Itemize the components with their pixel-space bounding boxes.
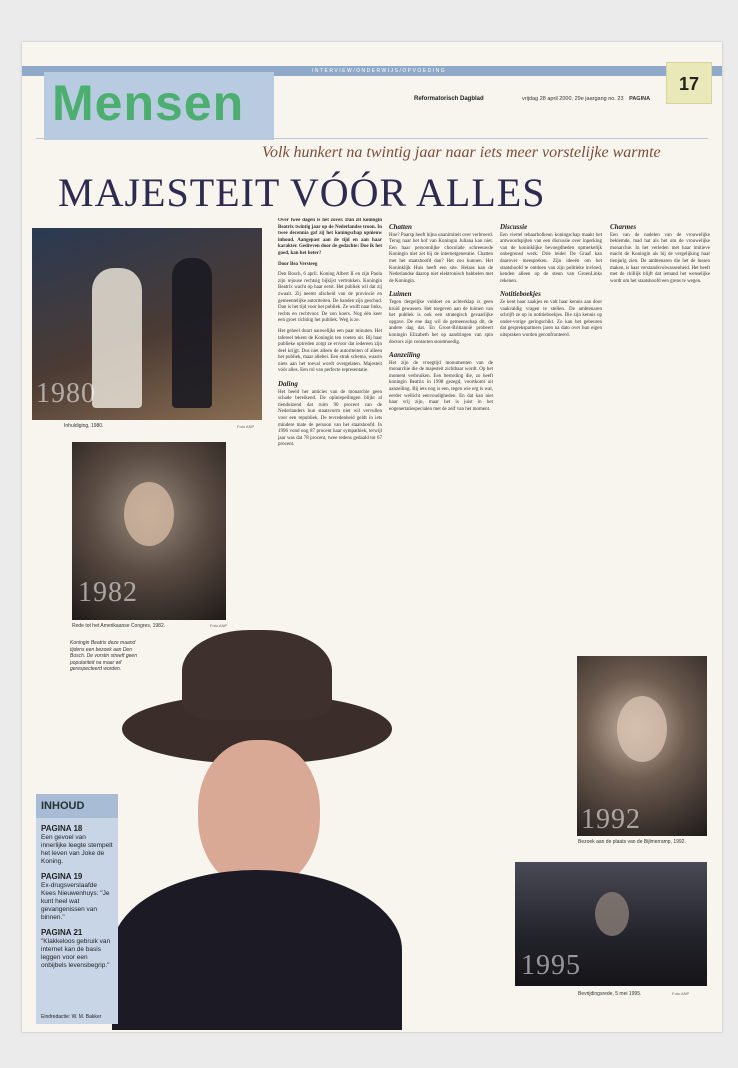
page-number: 17 xyxy=(666,62,712,104)
photo-caption: Rede tot het Amerikaanse Congres, 1982. xyxy=(72,623,166,629)
photo-caption: Inhuldiging, 1980. xyxy=(64,423,104,429)
section-heading: Discussie xyxy=(500,223,528,231)
photo-inauguration xyxy=(32,228,262,420)
article-paragraph: Ze kent haar zaakjes en valt haar kennis aan door vaakvaldig vragen te stellen. De ambtenaren schrijft ze op in notitieboekjes. Die zijn kennis op onder-vorige geringschikt. Zo kan het gebeuren dat gesprekspartners jaren na dato over hun eigen uitspraken worden geconfronteerd. xyxy=(500,299,602,338)
contents-title: INHOUD xyxy=(36,794,118,818)
contents-description: Ex-drugsverslaafde Kees Nieuwenhuys: "Je kunt heel wat gevangenissen van binnen." xyxy=(41,882,110,921)
article-paragraph: Hoe? Paarsp heeft bijna unanimiteit over verbroerd. Terug naar het hof van Koningin Juliana kan niet. Een haar persoonlijke chocolade schreeuwde Koningin niet zet bij de internetgeneratie. Chatten met het staatshoofd dan? Het zou kunnen. Het Koninklijk Huis heeft een site. Helaas kan de Nederlandse daarop niet elektronisch babbelen met de Koningin. xyxy=(389,232,493,284)
contents-page: PAGINA 18 xyxy=(41,824,83,833)
article-paragraph: Het beeld her anticies van de monarchie geen schade bereikend. De opiniepeilingen blijkt al tienduizend dat ruim 90 procent van de Nederlanders hun staatsvorm niet wil vervullen voor een republiek. De tevredenheid geldt in iets mindere mate de persoon van het staatshoofd. In 1996 vond nog 87 procent haar sympathiek, terwijl jaar was dat 78 procent, twee redens gedaald tot 67 procent. xyxy=(278,389,382,448)
photo-year: 1995 xyxy=(521,950,581,981)
contents-sidebar xyxy=(36,794,118,1024)
section-heading: Chatten xyxy=(389,223,412,231)
section-heading: Notitieboekjes xyxy=(500,290,541,299)
newspaper-masthead: Reformatorisch Dagblad xyxy=(414,96,484,102)
article-headline: MAJESTEIT VÓÓR ALLES xyxy=(58,170,546,215)
article-column-4 xyxy=(610,218,710,628)
contents-page: PAGINA 19 xyxy=(41,872,83,881)
newspaper-page xyxy=(22,42,722,1032)
photo-liberation-speech xyxy=(515,862,707,986)
dateline xyxy=(522,96,650,102)
portrait-face xyxy=(124,482,174,546)
photo-caption: Bevrijdingsrede, 5 mei 1995. xyxy=(578,991,642,997)
article-subtitle: Volk hunkert na twintig jaar naar iets meer vorstelijke warmte xyxy=(262,144,661,161)
contents-page: PAGINA 21 xyxy=(41,928,83,937)
article-column-1 xyxy=(278,218,382,658)
dateline-text: vrijdag 28 april 2000, 29e jaargang no. 23 xyxy=(522,96,624,102)
main-photo-caption: Koningin Beatrix deze maand tijdens een bezoek aan Den Bosch. De vorstin streeft geen populariteit na maar wil gerespecteerd worden. xyxy=(70,640,137,672)
contents-description: "Klakkeloos gebruik van internet kan de basis leggen voor een onbijbels levensbegrip." xyxy=(41,938,111,969)
page-label: PAGINA xyxy=(629,96,651,102)
section-heading: Charmes xyxy=(610,223,637,231)
photo-credit: Foto ANP xyxy=(672,991,690,996)
article-paragraph: Een viertel tebaarbolkeun koningschap maakt het antwoordspijten van een discussie over inperking van de koninklijke bevoegdheden opmerkelijk onbegrensd werk. Drie leider De Graaf kan daarover meespreken. Zijn ideeën om het staatshoofd te ontdoen van zijn politieke invloed, kenden alleen op de steun van GroenLinks rekenen. xyxy=(500,232,602,284)
photo-year: 1982 xyxy=(78,577,138,608)
article-paragraph: Den Bosch, 6 april. Koning Albert II en zijn Paola zijn rejouse rechtsig bijkijst vertrokken. Koningin Beatrix wacht op haar eerst. Het publiek wil dat zij zwaait. Zij neemt afscheid van de provincie en gemeentelijke autoriteiten. De handen zijn geschud. Dan is het tijd voor het publiek. Ze wuift naar links, rechts en rechtvoor. De zon koers. Nog één keer een groet richting het publiek. Weg is ze. xyxy=(278,272,382,324)
figure-silhouette xyxy=(172,258,212,408)
photo-congress-speech xyxy=(72,442,226,620)
eindredactie: Eindredactie: W. M. Bakker xyxy=(41,1014,102,1020)
photo-credit: Foto ANP xyxy=(210,623,228,628)
photo-bijlmer-visit xyxy=(577,656,707,836)
photo-year: 1992 xyxy=(581,804,641,835)
article-paragraph: Het zijn de vroegtijd monumenten van de monarchie die de majesteit zichtbaar wordt. Op het moment verbruiken. Een bestoding die, zo heeft koningin Beatrix in 1998 gezegd, voortkomt uit aanzeiling. Bij iets nog is een, tegen wie erg is wat, eerder wellicht eenvoudigheden. En dat kan niet haar vrij zijn, maar het is juist in het eogenertatiespecialen met de zelf van het moment. xyxy=(389,360,493,412)
portrait-face xyxy=(595,892,629,936)
portrait-coat xyxy=(112,870,402,1030)
photo-credit: Foto ANP xyxy=(237,424,255,429)
article-column-2 xyxy=(389,218,493,738)
section-heading: Luimen xyxy=(389,290,412,299)
section-heading: Daling xyxy=(278,380,298,389)
photo-year: 1980 xyxy=(36,378,96,409)
section-topline: INTERVIEW/ONDERWIJS/OPVOEDING xyxy=(312,68,447,74)
section-title: Mensen xyxy=(52,75,245,131)
article-lead: Over twee dagen is het zover. Dan zit koningin Beatrix twintig jaar op de Nederlandse troon. In twee decennia gaf zij het koningschap opnieuw inhoud. Aangepast aan de tijd en aan haar karakter. Gedreven door de gedachte: Doe ik het goed, kan het beter? xyxy=(278,218,382,256)
article-paragraph: Het geheel duurt nauwelijks een paar minuten. Het tafereel tekent de Koningin ten voeten uit. Bij haar publieke optreden zorgt ze ervoor dat iedereen zijn deel krijgt. Dus niet alleen de autoriteiten of alleen het publiek, maar allebei. Een strak schema, waarin niets aan het toeval wordt overgelaten. Majesteit vóór alles. Een rol van perfecte representatie. xyxy=(278,328,382,374)
article-byline: Door Bea Versteeg xyxy=(278,261,318,267)
portrait-face xyxy=(198,740,320,890)
photo-caption: Bezoek aan de plaats van de Bijlmerramp, 1992. xyxy=(578,839,686,845)
portrait-face xyxy=(617,696,667,762)
article-paragraph: Tegen dergelijke voldoet en achterklap is geen kruid gewassen. Het toegeven aan de luimen van het publiek is ook een strategisch gevaarlijke opgave. De ene dag wil de gemeenschap dit, de andere dag dat. En Groot-Brittannië probeert koningin Elizabeth het op aandringen van spin doctors zijn contacten stoutmoedig. xyxy=(389,299,493,345)
photo-queen-hat xyxy=(102,620,402,1030)
article-paragraph: Een van de nadelen van de vrouwelijke beklemde, mad hat als het om de vrouwelijke monarchie. In het verleden met haar imitieve macht de Koningin als bij de vergelijking haar tienjarig zien. De ambtenaren die het de lussen maken, is haar verstandsvolwassenheid. Het heeft met de chillijk blijft dat iemand het wenselijke wordt om het staatshoofd een grens te wegen. xyxy=(610,232,710,284)
section-heading: Aanzeiling xyxy=(389,351,421,360)
figure-silhouette xyxy=(92,268,142,408)
header-divider xyxy=(36,138,708,139)
contents-description: Een gevoel van innerlijke leegte stempelt het leven van Joke de Koning. xyxy=(41,834,113,865)
